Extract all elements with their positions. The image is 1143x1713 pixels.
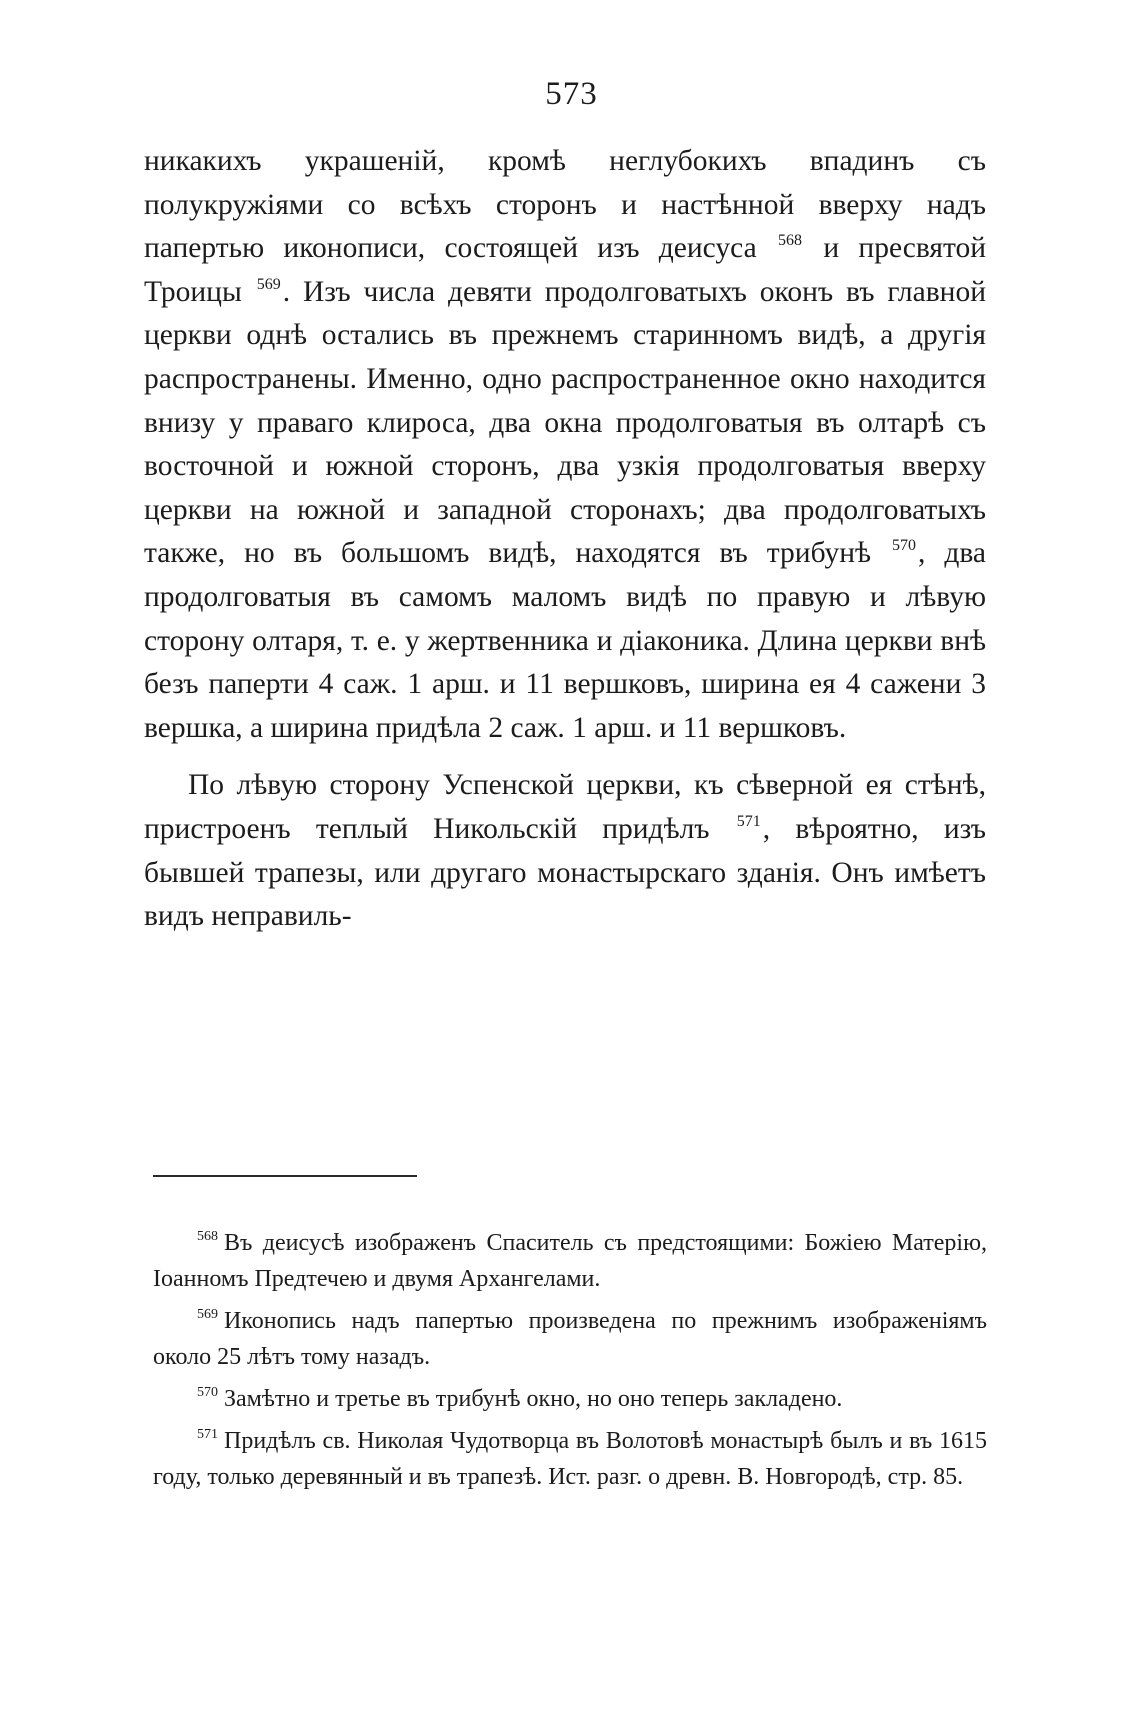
body-text-run: . Изъ числа девяти продолговатыхъ оконъ въ главной церкви однѣ остались въ прежнемъ старинномъ видѣ, а другія распространены. Именно, одно распространенное окно находится внизу у праваго клироса, два окна продолговатыя въ олтарѣ съ восточной и южной сторонъ, два узкія продолговатыя вверху церкви на южной и западной сторонахъ; два продолговатыхъ также, но въ большомъ видѣ, находятся въ трибунѣ <box>144 275 986 570</box>
footnote-ref-570[interactable]: 570 <box>892 537 916 555</box>
paragraph <box>144 764 986 938</box>
paragraph <box>144 140 986 750</box>
footnote-ref-569[interactable]: 569 <box>256 275 281 293</box>
body-text-run: , вѣроятно, изъ бывшей трапезы, или другаго монастырскаго зданія. Онъ имѣетъ видъ неправиль- <box>144 812 987 933</box>
body-text-run: , два продолговатыя въ самомъ маломъ видѣ по правую и лѣвую сторону олтаря, т. е. у жертвенника и діаконика. Длина церкви внѣ безъ паперти 4 саж. 1 арш. и 11 вершковъ, ширина ея 4 сажени 3 вершка, а ширина придѣла 2 саж. 1 арш. и 11 вершковъ. <box>144 537 986 744</box>
footnote-text: Придѣлъ св. Николая Чудотворца въ Волотовѣ монастырѣ былъ и въ 1615 году, только деревянный и въ трапезѣ. Ист. разг. о древн. В. Новгородѣ, стр. 85. <box>153 1428 987 1490</box>
footnote-568 <box>153 1225 987 1297</box>
footnote-text: Въ деисусѣ изображенъ Спаситель съ предстоящими: Божіею Матерію, Іоанномъ Предтечею и двумя Архангелами. <box>153 1230 987 1292</box>
footnote-separator <box>153 1175 417 1177</box>
footnote-number: 568 <box>197 1229 218 1244</box>
body-text-run: никакихъ украшеній, кромѣ неглубокихъ впадинъ съ полукружіями со всѣхъ сторонъ и настѣнной вверху надъ папертью иконописи, состоящей изъ деисуса <box>144 145 986 265</box>
footnote-number: 571 <box>197 1427 218 1442</box>
body-text <box>144 140 986 939</box>
footnote-569 <box>153 1303 987 1375</box>
page-number: 573 <box>545 76 598 112</box>
footnote-number: 570 <box>197 1385 218 1400</box>
footnote-570 <box>153 1381 987 1417</box>
footnote-text: Иконопись надъ папертью произведена по прежнимъ изображеніямъ около 25 лѣтъ тому назадъ. <box>153 1308 987 1370</box>
footnote-ref-571[interactable]: 571 <box>736 812 761 830</box>
footnote-571 <box>153 1423 987 1495</box>
footnotes <box>153 1225 987 1501</box>
body-text-run: и пресвятой Троицы <box>144 232 987 308</box>
footnote-text: Замѣтно и третье въ трибунѣ окно, но оно теперь закладено. <box>224 1386 843 1412</box>
footnote-ref-568[interactable]: 568 <box>778 232 802 250</box>
body-text-run: По лѣвую сторону Успенской церкви, къ сѣверной ея стѣнѣ, пристроенъ теплый Никольскій придѣлъ <box>144 769 986 845</box>
footnote-number: 569 <box>197 1307 218 1322</box>
